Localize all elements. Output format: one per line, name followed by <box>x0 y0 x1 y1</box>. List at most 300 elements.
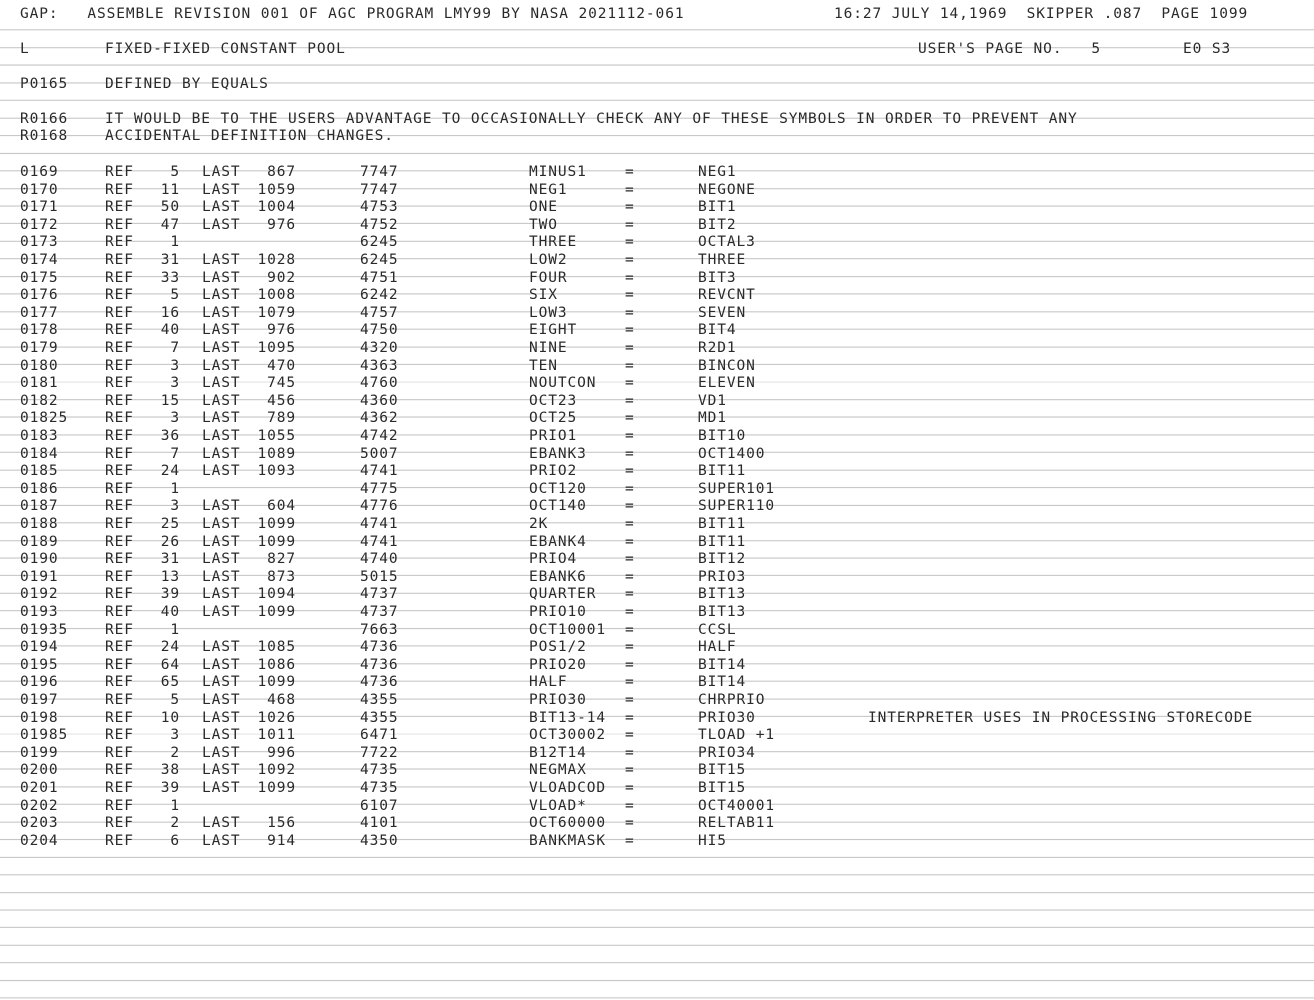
ref-count: 13 <box>160 568 180 585</box>
symbol-name: FOUR <box>529 269 568 286</box>
sequence-number: 0180 <box>20 357 59 374</box>
last-reference: 1055 <box>257 428 296 444</box>
table-row <box>0 410 1314 428</box>
ref-keyword: REF <box>105 604 134 620</box>
equated-value: SUPER101 <box>698 480 776 497</box>
equals-sign: = <box>625 199 635 216</box>
section-code: L <box>20 41 30 57</box>
octal-value: 4753 <box>360 199 399 216</box>
ref-count: 3 <box>170 357 180 374</box>
last-reference: 1089 <box>257 445 296 462</box>
ref-keyword: REF <box>105 692 134 708</box>
ref-count: 39 <box>160 586 180 603</box>
equated-value: REVCNT <box>698 287 756 304</box>
last-reference: 604 <box>267 498 296 515</box>
equals-sign: = <box>625 498 635 515</box>
ref-count: 24 <box>160 639 180 656</box>
last-keyword: LAST <box>202 604 241 620</box>
octal-value: 4736 <box>360 674 399 691</box>
last-keyword: LAST <box>202 744 241 761</box>
symbol-name: VLOAD* <box>529 797 587 814</box>
symbol-name: PRIO1 <box>529 428 578 444</box>
equals-sign: = <box>625 463 635 480</box>
sequence-number: 0204 <box>20 832 59 849</box>
ref-count: 15 <box>160 392 180 409</box>
ref-count: 36 <box>160 428 180 444</box>
last-reference: 1099 <box>257 533 296 550</box>
ref-keyword: REF <box>105 340 134 356</box>
symbol-name: OCT30002 <box>529 727 607 744</box>
ref-count: 7 <box>170 340 180 356</box>
last-keyword: LAST <box>202 199 241 216</box>
symbol-name: PRIO30 <box>529 692 587 708</box>
ref-keyword: REF <box>105 480 134 497</box>
last-keyword: LAST <box>202 639 241 656</box>
equated-value: PRIO30 <box>698 709 756 726</box>
equated-value: TLOAD +1 <box>698 727 776 744</box>
last-keyword: LAST <box>202 533 241 550</box>
symbol-name: POS1/2 <box>529 639 587 656</box>
symbol-name: LOW3 <box>529 304 568 321</box>
octal-value: 4741 <box>360 516 399 532</box>
equals-sign: = <box>625 516 635 532</box>
symbol-name: PRIO10 <box>529 604 587 620</box>
sequence-number: 0189 <box>20 533 59 550</box>
sequence-number: 0184 <box>20 445 59 462</box>
symbol-name: PRIO2 <box>529 463 578 480</box>
last-keyword: LAST <box>202 516 241 532</box>
sequence-number: 0175 <box>20 269 59 286</box>
ref-keyword: REF <box>105 815 134 832</box>
ref-keyword: REF <box>105 234 134 251</box>
ref-keyword: REF <box>105 621 134 638</box>
last-keyword: LAST <box>202 709 241 726</box>
symbol-name: VLOADCOD <box>529 780 607 796</box>
symbol-name: TEN <box>529 357 558 374</box>
sequence-number: 0192 <box>20 586 59 603</box>
last-reference: 914 <box>267 832 296 849</box>
ref-count: 1 <box>170 797 180 814</box>
sequence-number: 0197 <box>20 692 59 708</box>
last-reference: 902 <box>267 269 296 286</box>
table-row <box>0 815 1314 833</box>
octal-value: 4750 <box>360 322 399 339</box>
last-reference: 745 <box>267 375 296 392</box>
equated-value: MD1 <box>698 410 727 427</box>
symbol-name: OCT60000 <box>529 815 607 832</box>
symbol-name: EBANK6 <box>529 568 587 585</box>
last-reference: 456 <box>267 392 296 409</box>
sequence-number: 0190 <box>20 551 59 568</box>
table-row <box>0 833 1314 851</box>
table-row <box>0 358 1314 376</box>
sequence-number: 0171 <box>20 199 59 216</box>
equated-value: BIT11 <box>698 463 747 480</box>
ref-count: 1 <box>170 480 180 497</box>
symbol-name: PRIO4 <box>529 551 578 568</box>
equated-value: SUPER110 <box>698 498 776 515</box>
symbol-name: THREE <box>529 234 578 251</box>
table-row <box>0 674 1314 692</box>
ref-keyword: REF <box>105 445 134 462</box>
last-reference: 1028 <box>257 252 296 268</box>
header-timestamp: 16:27 JULY 14,1969 SKIPPER .087 PAGE 1099 <box>834 6 1249 22</box>
ref-count: 47 <box>160 216 180 233</box>
ref-count: 6 <box>170 832 180 849</box>
octal-value: 4735 <box>360 780 399 796</box>
last-reference: 1026 <box>257 709 296 726</box>
ref-count: 38 <box>160 762 180 779</box>
sequence-number: 0173 <box>20 234 59 251</box>
last-reference: 1094 <box>257 586 296 603</box>
last-reference: 1011 <box>257 727 296 744</box>
equals-sign: = <box>625 780 635 796</box>
ref-count: 26 <box>160 533 180 550</box>
last-reference: 867 <box>267 164 296 180</box>
ref-count: 3 <box>170 727 180 744</box>
equated-value: PRIO3 <box>698 568 747 585</box>
equals-sign: = <box>625 709 635 726</box>
equals-sign: = <box>625 568 635 585</box>
symbol-name: OCT140 <box>529 498 587 515</box>
table-row <box>0 322 1314 340</box>
octal-value: 6471 <box>360 727 399 744</box>
table-row <box>0 622 1314 640</box>
equated-value: ELEVEN <box>698 375 756 392</box>
symbol-name: OCT10001 <box>529 621 607 638</box>
ref-count: 40 <box>160 604 180 620</box>
eo-indicator: E0 S3 <box>1183 41 1232 57</box>
table-row <box>0 692 1314 710</box>
symbol-name: MINUS1 <box>529 164 587 180</box>
last-keyword: LAST <box>202 674 241 691</box>
last-reference: 1095 <box>257 340 296 356</box>
symbol-name: BANKMASK <box>529 832 607 849</box>
last-keyword: LAST <box>202 357 241 374</box>
ref-keyword: REF <box>105 375 134 392</box>
last-keyword: LAST <box>202 269 241 286</box>
table-row <box>0 727 1314 745</box>
ref-count: 3 <box>170 375 180 392</box>
ref-keyword: REF <box>105 357 134 374</box>
octal-value: 6245 <box>360 252 399 268</box>
ref-count: 31 <box>160 252 180 268</box>
ref-count: 39 <box>160 780 180 796</box>
octal-value: 4741 <box>360 463 399 480</box>
equated-value: VD1 <box>698 392 727 409</box>
ref-keyword: REF <box>105 181 134 198</box>
ref-count: 64 <box>160 656 180 673</box>
equals-sign: = <box>625 410 635 427</box>
last-keyword: LAST <box>202 392 241 409</box>
equals-sign: = <box>625 551 635 568</box>
sequence-number: 0170 <box>20 181 59 198</box>
equals-sign: = <box>625 727 635 744</box>
ref-keyword: REF <box>105 639 134 656</box>
octal-value: 4362 <box>360 410 399 427</box>
last-keyword: LAST <box>202 762 241 779</box>
last-keyword: LAST <box>202 463 241 480</box>
symbol-name: NOUTCON <box>529 375 597 392</box>
ref-keyword: REF <box>105 304 134 321</box>
last-keyword: LAST <box>202 656 241 673</box>
sequence-number: 0201 <box>20 780 59 796</box>
table-row <box>0 745 1314 763</box>
remark-code: R0166 <box>20 111 69 127</box>
equated-value: RELTAB11 <box>698 815 776 832</box>
sequence-number: 0177 <box>20 304 59 321</box>
ref-keyword: REF <box>105 498 134 515</box>
equated-value: NEG1 <box>698 164 737 180</box>
equals-sign: = <box>625 656 635 673</box>
octal-value: 4360 <box>360 392 399 409</box>
ref-count: 40 <box>160 322 180 339</box>
last-reference: 976 <box>267 322 296 339</box>
ref-count: 2 <box>170 815 180 832</box>
table-row <box>0 446 1314 464</box>
symbol-name: EIGHT <box>529 322 578 339</box>
table-row <box>0 780 1314 798</box>
equals-sign: = <box>625 762 635 779</box>
symbol-name: QUARTER <box>529 586 597 603</box>
octal-value: 7663 <box>360 621 399 638</box>
octal-value: 4752 <box>360 216 399 233</box>
equals-sign: = <box>625 181 635 198</box>
ref-keyword: REF <box>105 322 134 339</box>
last-reference: 1093 <box>257 463 296 480</box>
equated-value: BIT11 <box>698 533 747 550</box>
equated-value: BINCON <box>698 357 756 374</box>
sequence-number: 0195 <box>20 656 59 673</box>
remark-text: IT WOULD BE TO THE USERS ADVANTAGE TO OCCASIONALLY CHECK ANY OF THESE SYMBOLS IN ORDER TO PREVENT ANY <box>105 111 1078 127</box>
table-row <box>0 481 1314 499</box>
octal-value: 4775 <box>360 480 399 497</box>
sequence-number: 0200 <box>20 762 59 779</box>
ref-count: 65 <box>160 674 180 691</box>
ref-keyword: REF <box>105 428 134 444</box>
equals-sign: = <box>625 304 635 321</box>
remark-text: ACCIDENTAL DEFINITION CHANGES. <box>105 128 394 144</box>
ref-keyword: REF <box>105 832 134 849</box>
equals-sign: = <box>625 604 635 620</box>
symbol-name: ONE <box>529 199 558 216</box>
last-keyword: LAST <box>202 780 241 796</box>
table-row <box>0 604 1314 622</box>
table-row <box>0 551 1314 569</box>
sequence-number: 0188 <box>20 516 59 532</box>
equals-sign: = <box>625 815 635 832</box>
octal-value: 4757 <box>360 304 399 321</box>
table-row <box>0 287 1314 305</box>
octal-value: 7722 <box>360 744 399 761</box>
ref-keyword: REF <box>105 463 134 480</box>
sequence-number: 0187 <box>20 498 59 515</box>
equated-value: THREE <box>698 252 747 268</box>
ref-keyword: REF <box>105 410 134 427</box>
ref-keyword: REF <box>105 586 134 603</box>
equals-sign: = <box>625 375 635 392</box>
ref-keyword: REF <box>105 656 134 673</box>
ref-count: 11 <box>160 181 180 198</box>
octal-value: 7747 <box>360 181 399 198</box>
symbol-name: SIX <box>529 287 558 304</box>
sequence-number: 01985 <box>20 727 69 744</box>
sequence-number: 0193 <box>20 604 59 620</box>
ref-count: 5 <box>170 692 180 708</box>
last-keyword: LAST <box>202 304 241 321</box>
table-row <box>0 340 1314 358</box>
last-reference: 789 <box>267 410 296 427</box>
equals-sign: = <box>625 287 635 304</box>
ref-keyword: REF <box>105 199 134 216</box>
sequence-number: 0191 <box>20 568 59 585</box>
last-keyword: LAST <box>202 340 241 356</box>
table-row <box>0 393 1314 411</box>
equated-value: BIT15 <box>698 762 747 779</box>
octal-value: 4760 <box>360 375 399 392</box>
octal-value: 4776 <box>360 498 399 515</box>
octal-value: 4355 <box>360 709 399 726</box>
sequence-number: 0199 <box>20 744 59 761</box>
symbol-name: 2K <box>529 516 549 532</box>
equated-value: BIT3 <box>698 269 737 286</box>
table-row <box>0 463 1314 481</box>
ref-count: 31 <box>160 551 180 568</box>
octal-value: 4363 <box>360 357 399 374</box>
equals-sign: = <box>625 357 635 374</box>
sequence-number: 0182 <box>20 392 59 409</box>
table-row <box>0 762 1314 780</box>
ref-keyword: REF <box>105 269 134 286</box>
sequence-number: 0174 <box>20 252 59 268</box>
table-row <box>0 182 1314 200</box>
ref-count: 1 <box>170 234 180 251</box>
symbol-name: OCT23 <box>529 392 578 409</box>
octal-value: 4736 <box>360 639 399 656</box>
sequence-number: 01825 <box>20 410 69 427</box>
sequence-number: 0198 <box>20 709 59 726</box>
equated-value: BIT10 <box>698 428 747 444</box>
last-keyword: LAST <box>202 498 241 515</box>
equated-value: HALF <box>698 639 737 656</box>
ref-count: 50 <box>160 199 180 216</box>
octal-value: 4320 <box>360 340 399 356</box>
sequence-number: 0203 <box>20 815 59 832</box>
table-row <box>0 305 1314 323</box>
symbol-name: NEG1 <box>529 181 568 198</box>
ref-keyword: REF <box>105 216 134 233</box>
sequence-number: 0185 <box>20 463 59 480</box>
ref-keyword: REF <box>105 709 134 726</box>
equals-sign: = <box>625 445 635 462</box>
equals-sign: = <box>625 234 635 251</box>
table-row <box>0 710 1314 728</box>
defined-text: DEFINED BY EQUALS <box>105 76 269 92</box>
equals-sign: = <box>625 744 635 761</box>
equals-sign: = <box>625 216 635 233</box>
last-reference: 827 <box>267 551 296 568</box>
equals-sign: = <box>625 428 635 444</box>
symbol-name: BIT13-14 <box>529 709 607 726</box>
sequence-number: 0202 <box>20 797 59 814</box>
last-reference: 1099 <box>257 516 296 532</box>
last-keyword: LAST <box>202 568 241 585</box>
symbol-name: NEGMAX <box>529 762 587 779</box>
table-row <box>0 234 1314 252</box>
equals-sign: = <box>625 586 635 603</box>
ref-count: 7 <box>170 445 180 462</box>
last-keyword: LAST <box>202 216 241 233</box>
octal-value: 4735 <box>360 762 399 779</box>
ref-count: 33 <box>160 269 180 286</box>
last-reference: 1085 <box>257 639 296 656</box>
octal-value: 5015 <box>360 568 399 585</box>
sequence-number: 0169 <box>20 164 59 180</box>
ref-count: 24 <box>160 463 180 480</box>
last-reference: 1099 <box>257 674 296 691</box>
ref-keyword: REF <box>105 392 134 409</box>
table-row <box>0 639 1314 657</box>
symbol-name: NINE <box>529 340 568 356</box>
sequence-number: 0178 <box>20 322 59 339</box>
table-row <box>0 569 1314 587</box>
equals-sign: = <box>625 392 635 409</box>
equals-sign: = <box>625 674 635 691</box>
octal-value: 5007 <box>360 445 399 462</box>
last-reference: 873 <box>267 568 296 585</box>
ref-count: 5 <box>170 164 180 180</box>
octal-value: 4751 <box>360 269 399 286</box>
octal-value: 4355 <box>360 692 399 708</box>
last-keyword: LAST <box>202 164 241 180</box>
equated-value: CHRPRIO <box>698 692 766 708</box>
equals-sign: = <box>625 252 635 268</box>
sequence-number: 0176 <box>20 287 59 304</box>
symbol-name: OCT120 <box>529 480 587 497</box>
table-row <box>0 657 1314 675</box>
last-keyword: LAST <box>202 428 241 444</box>
equals-sign: = <box>625 832 635 849</box>
equated-value: BIT11 <box>698 516 747 532</box>
equals-sign: = <box>625 797 635 814</box>
last-reference: 1099 <box>257 604 296 620</box>
last-keyword: LAST <box>202 551 241 568</box>
last-keyword: LAST <box>202 410 241 427</box>
octal-value: 6245 <box>360 234 399 251</box>
last-reference: 156 <box>267 815 296 832</box>
ref-keyword: REF <box>105 252 134 268</box>
equated-value: SEVEN <box>698 304 747 321</box>
table-row <box>0 498 1314 516</box>
equated-value: HI5 <box>698 832 727 849</box>
last-reference: 470 <box>267 357 296 374</box>
ref-keyword: REF <box>105 780 134 796</box>
sequence-number: 0196 <box>20 674 59 691</box>
symbol-name: PRIO20 <box>529 656 587 673</box>
last-keyword: LAST <box>202 375 241 392</box>
octal-value: 4736 <box>360 656 399 673</box>
equated-value: BIT12 <box>698 551 747 568</box>
symbol-name: TWO <box>529 216 558 233</box>
equated-value: BIT15 <box>698 780 747 796</box>
table-row <box>0 375 1314 393</box>
last-keyword: LAST <box>202 832 241 849</box>
equals-sign: = <box>625 533 635 550</box>
sequence-number: 0186 <box>20 480 59 497</box>
ref-count: 1 <box>170 621 180 638</box>
ref-keyword: REF <box>105 533 134 550</box>
ref-count: 3 <box>170 498 180 515</box>
